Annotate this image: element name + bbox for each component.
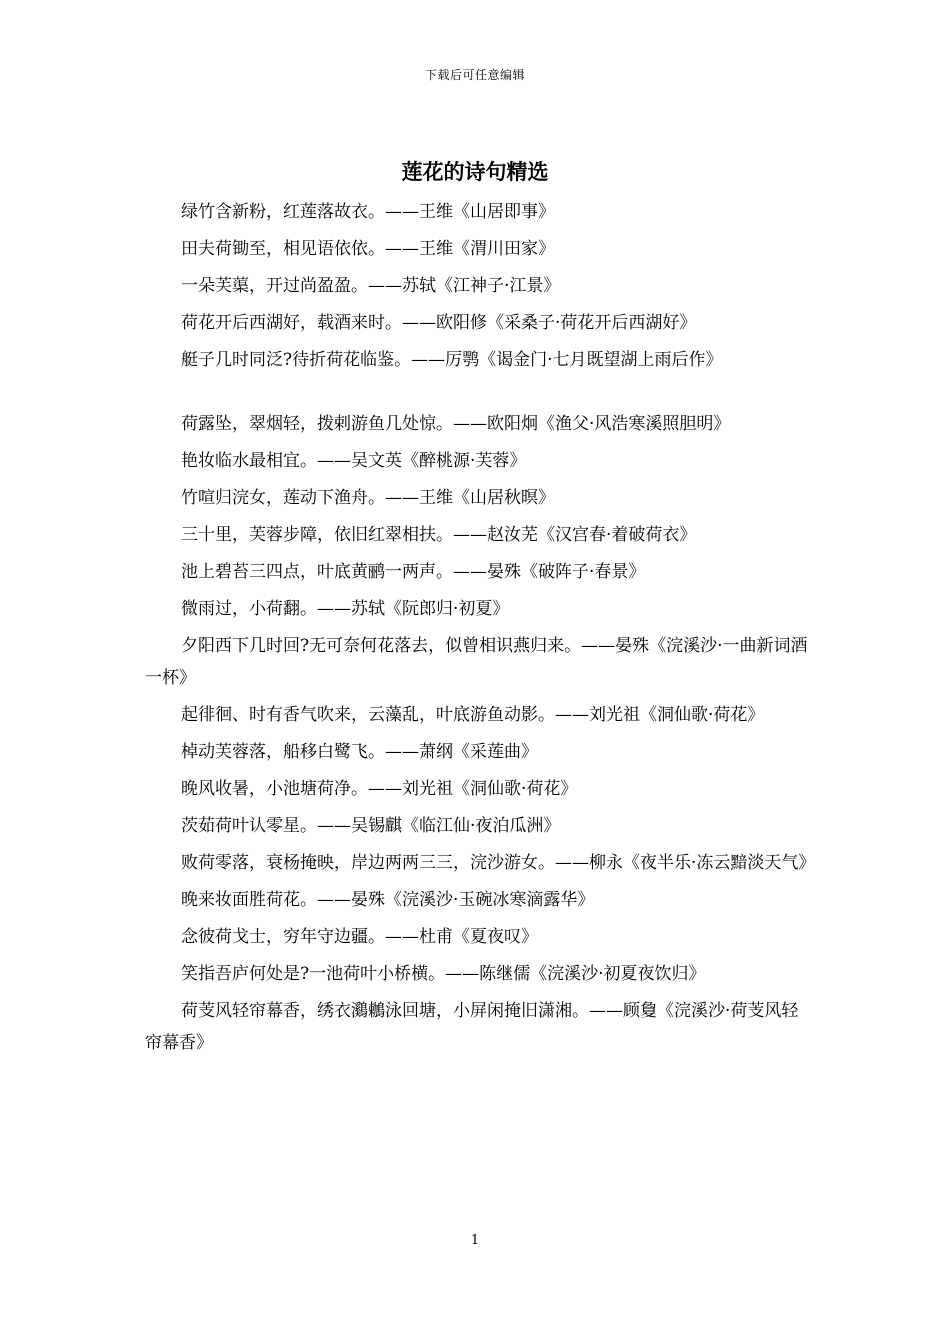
poem-line: 绿竹含新粉，红莲落故衣。——王维《山居即事》 xyxy=(181,202,555,222)
poem-line: 微雨过，小荷翻。——苏轼《阮郎归·初夏》 xyxy=(181,599,510,619)
poem-line: 茨茹荷叶认零星。——吴锡麒《临江仙·夜泊瓜洲》 xyxy=(181,816,561,836)
poem-line: 起徘徊、时有香气吹来，云藻乱，叶底游鱼动影。——刘光祖《洞仙歌·荷花》 xyxy=(181,705,765,725)
poem-line: 败荷零落，衰杨掩映，岸边两两三三，浣沙游女。——柳永《夜半乐·冻云黯淡天气》 xyxy=(181,853,816,873)
poem-line: 池上碧苔三四点，叶底黄鹂一两声。——晏殊《破阵子·春景》 xyxy=(181,562,646,582)
poem-line: 艇子几时同泛?待折荷花临鉴。——厉鹗《谒金门·七月既望湖上雨后作》 xyxy=(181,350,723,370)
poem-line: 棹动芙蓉落，船移白鹭飞。——萧纲《采莲曲》 xyxy=(181,742,538,762)
poem-list xyxy=(145,196,816,1064)
poem-line: 笑指吾庐何处是?一池荷叶小桥横。——陈继儒《浣溪沙·初夏夜饮归》 xyxy=(181,964,706,984)
poem-line: 荷露坠，翠烟轻，拨剌游鱼几处惊。——欧阳炯《渔父·风浩寒溪照胆明》 xyxy=(181,414,731,434)
poem-line: 荷花开后西湖好，载酒来时。——欧阳修《采桑子·荷花开后西湖好》 xyxy=(181,313,697,333)
poem-line: 竹喧归浣女，莲动下渔舟。——王维《山居秋暝》 xyxy=(181,488,555,508)
page-number: 1 xyxy=(470,1233,480,1248)
poem-line: 荷芰风轻帘幕香，绣衣鸂鶒泳回塘，小屏闲掩旧潇湘。——顾敻《浣溪沙·荷芰风轻帘幕香》 xyxy=(145,1001,799,1053)
poem-line: 晚来妆面胜荷花。——晏殊《浣溪沙·玉碗冰寒滴露华》 xyxy=(181,890,595,910)
document-title: 莲花的诗句精选 xyxy=(401,159,549,184)
poem-line: 念彼荷戈士，穷年守边疆。——杜甫《夏夜叹》 xyxy=(181,927,538,947)
poem-line: 田夫荷锄至，相见语依依。——王维《渭川田家》 xyxy=(181,239,555,259)
poem-line: 艳妆临水最相宜。——吴文英《醉桃源·芙蓉》 xyxy=(181,451,527,471)
poem-line: 一朵芙蕖，开过尚盈盈。——苏轼《江神子·江景》 xyxy=(181,276,561,296)
page-header: 下载后可任意编辑 xyxy=(424,68,525,82)
poem-line: 晚风收暑，小池塘荷净。——刘光祖《洞仙歌·荷花》 xyxy=(181,779,578,799)
poem-line: 夕阳西下几时回?无可奈何花落去，似曾相识燕归来。——晏殊《浣溪沙·一曲新词酒一杯》 xyxy=(145,636,808,688)
poem-line: 三十里，芙蓉步障，依旧红翠相扶。——赵汝芜《汉宫春·着破荷衣》 xyxy=(181,525,697,545)
